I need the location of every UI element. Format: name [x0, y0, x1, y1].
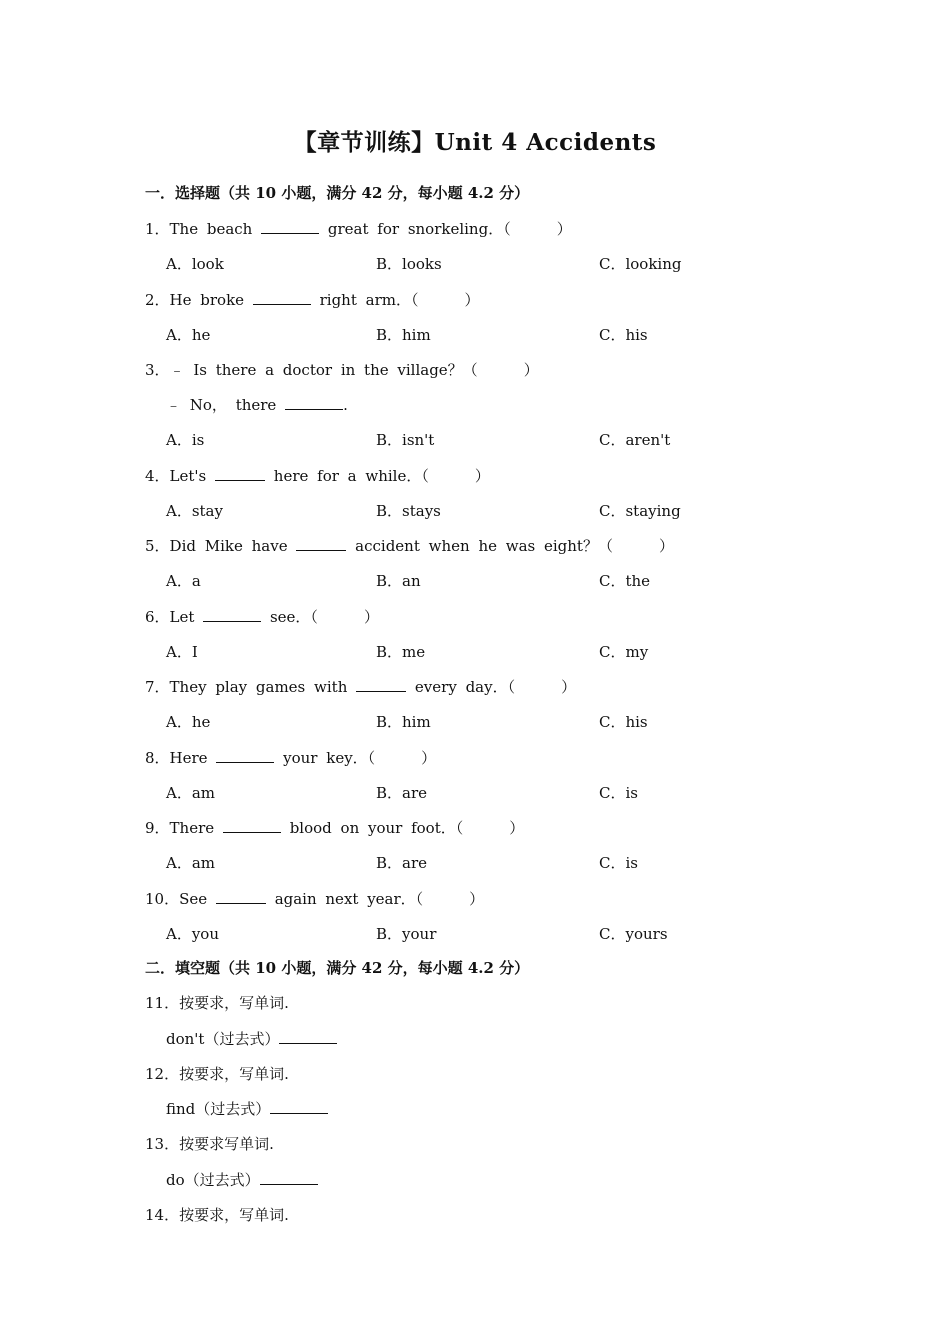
option-b: B．him [376, 713, 431, 731]
question-10: 10．See again next year．（ ） [145, 890, 485, 908]
question-11-sub: don't（过去式） [166, 1028, 337, 1049]
option-c: C．staying [599, 502, 681, 520]
answer-blank [216, 891, 266, 904]
question-3-line-2: ﹣ No， there . [166, 396, 348, 414]
answer-blank [279, 1031, 337, 1044]
answer-blank [260, 1172, 318, 1185]
option-b: B．an [376, 572, 421, 590]
option-a: A．is [166, 431, 205, 449]
answer-blank [296, 538, 346, 551]
option-c: C．aren't [599, 431, 671, 449]
page-title: 【章节训练】Unit 4 Accidents [293, 129, 657, 156]
option-c: C．my [599, 643, 649, 661]
option-b: B．are [376, 854, 428, 872]
option-b: B．are [376, 784, 428, 802]
option-c: C．is [599, 784, 638, 802]
option-a: A．am [166, 854, 215, 872]
question-14: 14．按要求，写单词. [145, 1206, 289, 1224]
answer-blank [261, 221, 319, 234]
option-b: B．me [376, 643, 426, 661]
question-7: 7．They play games with every day．（ ） [145, 678, 577, 696]
option-c: C．looking [599, 255, 682, 273]
section-heading-fill-in: 二．填空题（共 10 小题，满分 42 分，每小题 4.2 分） [145, 959, 530, 977]
option-a: A．look [166, 255, 224, 273]
answer-blank [356, 679, 406, 692]
answer-blank [216, 750, 274, 763]
answer-blank [285, 397, 343, 410]
option-c: C．his [599, 326, 648, 344]
option-a: A．I [166, 643, 198, 661]
option-b: B．isn't [376, 431, 435, 449]
answer-blank [270, 1101, 328, 1114]
option-a: A．he [166, 713, 211, 731]
question-2: 2．He broke right arm．（ ） [145, 291, 480, 309]
question-1: 1．The beach great for snorkeling．（ ） [145, 220, 572, 238]
option-b: B．stays [376, 502, 441, 520]
option-a: A．stay [166, 502, 223, 520]
question-3: 3．﹣ Is there a doctor in the village？（ ） [145, 361, 539, 379]
option-a: A．he [166, 326, 211, 344]
option-b: B．looks [376, 255, 442, 273]
option-c: C．his [599, 713, 648, 731]
question-13-sub: do（过去式） [166, 1169, 318, 1190]
question-5: 5．Did Mike have accident when he was eight？（ ） [145, 537, 674, 555]
option-c: C．yours [599, 925, 668, 943]
question-4: 4．Let's here for a while．（ ） [145, 467, 490, 485]
answer-blank [223, 820, 281, 833]
answer-blank [253, 292, 311, 305]
section-heading-multiple-choice: 一．选择题（共 10 小题，满分 42 分，每小题 4.2 分） [145, 184, 530, 202]
option-a: A．you [166, 925, 219, 943]
question-8: 8．Here your key．（ ） [145, 749, 437, 767]
option-c: C．is [599, 854, 638, 872]
question-12-sub: find（过去式） [166, 1098, 328, 1119]
question-12: 12．按要求，写单词. [145, 1065, 289, 1083]
option-b: B．your [376, 925, 437, 943]
answer-blank [215, 468, 265, 481]
option-a: A．a [166, 572, 201, 590]
question-13: 13．按要求写单词. [145, 1135, 274, 1153]
answer-blank [203, 609, 261, 622]
option-a: A．am [166, 784, 215, 802]
question-11: 11．按要求，写单词. [145, 994, 289, 1012]
question-9: 9．There blood on your foot．（ ） [145, 819, 525, 837]
option-b: B．him [376, 326, 431, 344]
option-c: C．the [599, 572, 651, 590]
question-6: 6．Let see．（ ） [145, 608, 379, 626]
